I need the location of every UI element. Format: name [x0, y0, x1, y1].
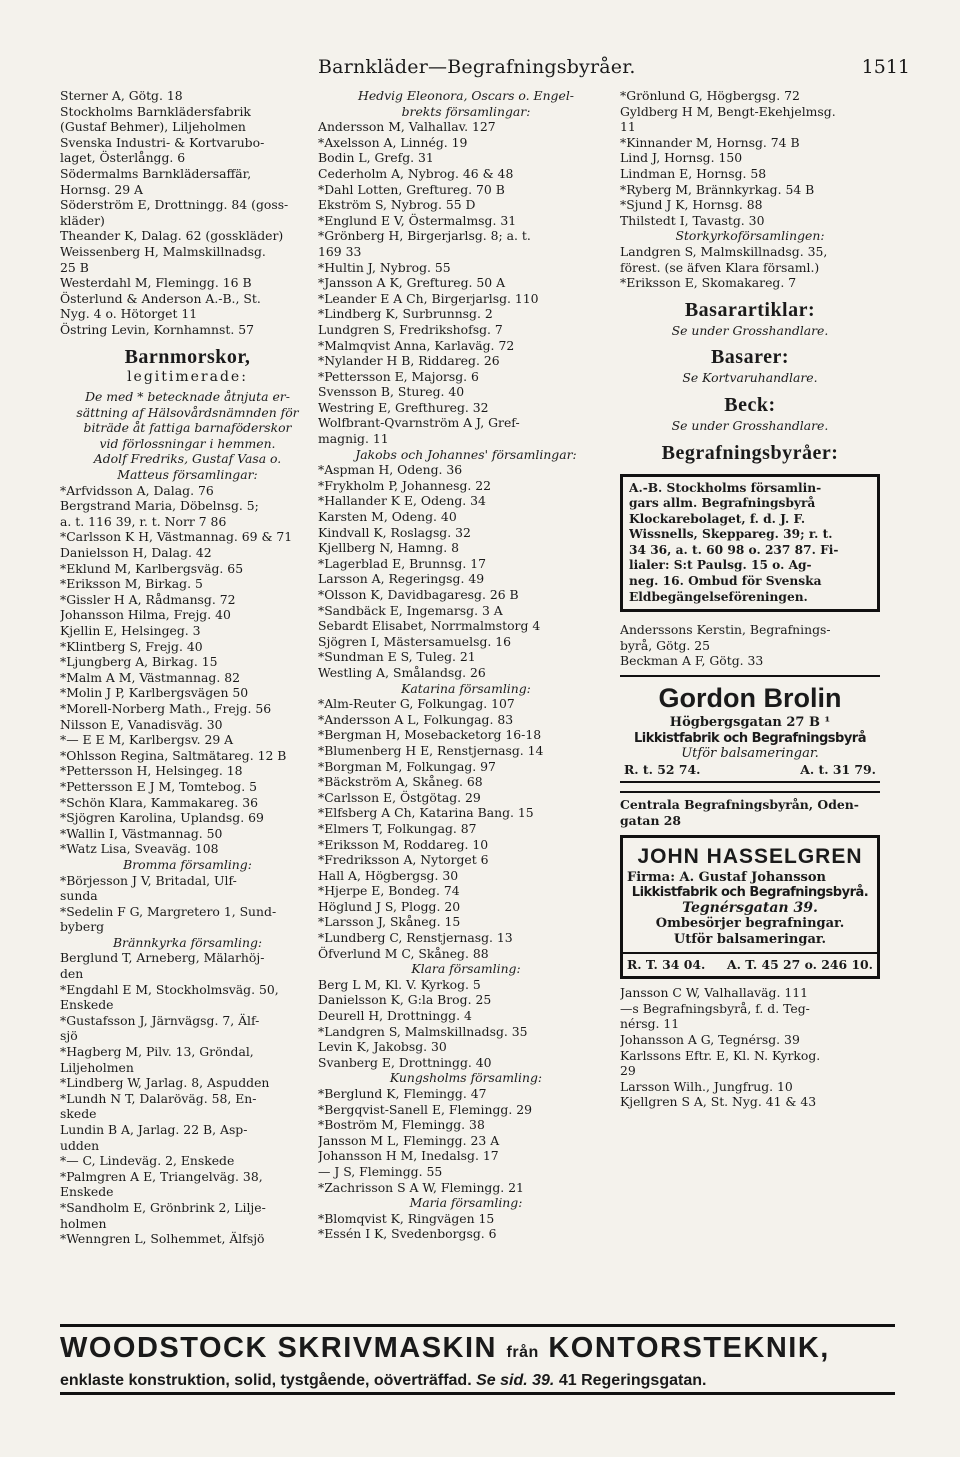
list-item: Kjellberg N, Hamng. 8 — [318, 540, 459, 556]
list-item: *Eklund M, Karlbergsväg. 65 — [60, 560, 244, 576]
list-item: Westring E, Grefthureg. 32 — [318, 399, 489, 415]
list-item: Sebardt Elisabet, Norrmalmstorg 4 — [318, 618, 541, 634]
ad-reference: Se sid. 39. — [476, 1372, 555, 1389]
list-item: Wissnells, Skeppareg. 39; r. t. — [629, 527, 833, 542]
list-item: *Landgren S, Malmskillnadsg. 35 — [318, 1023, 528, 1039]
list-item: *Elmers T, Folkungag. 87 — [318, 820, 477, 836]
list-item: *Lundh N T, Dalaröväg. 58, En- — [60, 1090, 257, 1106]
list-item: lialer: S:t Paulsg. 15 o. Ag- — [629, 558, 812, 573]
column-3 — [620, 88, 880, 1110]
list-item: *Aspman H, Odeng. 36 — [318, 462, 463, 478]
ad-fran: från — [506, 1344, 539, 1361]
list-item: byberg — [60, 919, 105, 935]
list-item: Hornsg. 29 A — [60, 181, 143, 197]
ad-firma: Firma: A. Gustaf Johansson — [627, 869, 826, 885]
list-item: Sterner A, Götg. 18 — [60, 88, 183, 103]
list-item: Sjögren I, Mästersamuelsg. 16 — [318, 633, 512, 649]
see-reference: Se under Grosshandlare. — [671, 322, 829, 338]
list-item: *Elfsberg A Ch, Katarina Bang. 15 — [318, 805, 534, 821]
list-barnklader — [60, 88, 315, 338]
list-item: *Bäckström A, Skåneg. 68 — [318, 774, 483, 790]
list-item: holmen — [60, 1215, 107, 1231]
list-item: *Grönlund G, Högbergsg. 72 — [620, 88, 800, 103]
list-item: Stockholms Barnklädersfabrik — [60, 103, 251, 119]
section-subheading: legitimerade: — [127, 368, 248, 385]
list-midwives-10 — [620, 88, 880, 228]
list-item: Klockarebolaget, f. d. J. F. — [629, 511, 806, 526]
list-item: *Schön Klara, Kammakareg. 36 — [60, 794, 259, 810]
parish-heading: Brännkyrka församling: — [112, 934, 263, 950]
list-item: *Lagerblad E, Brunnsg. 17 — [318, 555, 486, 571]
list-item: *Wallin I, Västmannag. 50 — [60, 825, 223, 841]
list-item: *Borgman M, Folkungag. 97 — [318, 758, 496, 774]
list-item: *Sedelin F G, Margretero 1, Sund- — [60, 903, 277, 919]
list-item: *Watz Lisa, Sveaväg. 108 — [60, 841, 219, 857]
list-item: *Lindberg W, Jarlag. 8, Aspudden — [60, 1075, 270, 1091]
list-item: Enskede — [60, 1184, 114, 1200]
list-item: *Boström M, Flemingg. 38 — [318, 1117, 485, 1133]
list-item: sunda — [60, 888, 98, 904]
list-item: Österlund & Anderson A.-B., St. — [60, 290, 261, 306]
list-item: *Carlsson K H, Västmannag. 69 & 71 — [60, 529, 293, 545]
list-funeral-1 — [620, 622, 880, 669]
list-item: *Blumenberg H E, Renstjernasg. 14 — [318, 742, 544, 758]
list-item: *Frykholm P, Johannesg. 22 — [318, 477, 492, 493]
list-item: *Zachrisson S A W, Flemingg. 21 — [318, 1179, 524, 1195]
list-item: Kjellin E, Helsingeg. 3 — [60, 623, 201, 638]
list-item: nérsg. 11 — [620, 1016, 680, 1032]
list-item: Berglund T, Arneberg, Mälarhöj- — [60, 950, 265, 966]
column-2 — [318, 88, 614, 1242]
list-item: *Kinnander M, Hornsg. 74 B — [620, 134, 800, 150]
parish-heading: Storkyrkoförsamlingen: — [675, 228, 825, 244]
list-item: *Lundberg C, Renstjernasg. 13 — [318, 930, 513, 946]
list-item: Lundin B A, Jarlag. 22 B, Asp- — [60, 1122, 248, 1137]
list-item: *Malm A M, Västmannag. 82 — [60, 669, 240, 685]
list-item: Weissenberg H, Malmskillnadsg. — [60, 243, 266, 259]
list-item: Lundgren S, Fredrikshofsg. 7 — [318, 321, 503, 337]
list-item: Svenska Industri- & Kortvarubo- — [60, 134, 265, 150]
list-item: biträde åt fattiga barnaföderskor — [83, 420, 292, 436]
ad-woodstock — [60, 1331, 895, 1370]
list-midwives-7 — [318, 977, 614, 1071]
parish-heading: Maria församling: — [409, 1195, 523, 1211]
list-item: Berg L M, Kl. V. Kyrkog. 5 — [318, 976, 481, 992]
list-item: byrå, Götg. 25 — [620, 637, 711, 653]
list-item: *Carlsson E, Östgötag. 29 — [318, 789, 481, 805]
list-item: *— C, Lindeväg. 2, Enskede — [60, 1153, 235, 1169]
list-item: Svensson B, Stureg. 40 — [318, 384, 465, 400]
list-item: *Dahl Lotten, Greftureg. 70 B — [318, 181, 505, 197]
page-title: Barnkläder—Begrafningsbyråer. — [318, 56, 636, 78]
list-item: Södermalms Barnklädersaffär, — [60, 165, 252, 181]
list-item: *Pettersson H, Helsingeg. 18 — [60, 763, 243, 779]
ad-address: Tegnérsgatan 39. — [682, 899, 818, 916]
list-item: den — [60, 966, 84, 982]
list-item: Centrala Begrafningsbyrån, Oden- — [620, 797, 859, 813]
ad-woodstock-tagline — [60, 1370, 895, 1395]
list-item: *Hagberg M, Pilv. 13, Gröndal, — [60, 1044, 254, 1060]
list-item: *Arfvidsson A, Dalag. 76 — [60, 482, 214, 498]
list-item: *Alm-Reuter G, Folkungag. 107 — [318, 696, 515, 712]
list-item: *Klintberg S, Frejg. 40 — [60, 638, 203, 654]
list-item: Ekström S, Nybrog. 55 D — [318, 197, 476, 213]
list-item: (Gustaf Behmer), Liljeholmen — [60, 119, 246, 135]
phone-at: A. t. 31 79. — [800, 761, 876, 777]
list-item: *Sjögren Karolina, Uplandsg. 69 — [60, 810, 264, 826]
list-item: *Sundman E S, Tuleg. 21 — [318, 649, 476, 665]
list-item: Anderssons Kerstin, Begrafnings- — [620, 622, 831, 638]
list-item: Beckman A F, Götg. 33 — [620, 653, 764, 669]
ad-centrala — [620, 791, 880, 828]
list-item: 29 — [620, 1063, 636, 1079]
see-reference: Se Kortvaruhandlare. — [682, 370, 818, 386]
list-item: Larsson Wilh., Jungfrug. 10 — [620, 1078, 793, 1094]
list-item: *Sjund J K, Hornsg. 88 — [620, 197, 763, 213]
list-item: *Gissler H A, Rådmansg. 72 — [60, 591, 236, 607]
list-item: *Bergqvist-Sanell E, Flemingg. 29 — [318, 1101, 532, 1117]
list-item: Gyldberg H M, Bengt-Ekehjelmsg. — [620, 103, 836, 119]
list-item: De med * betecknade åtnjuta er- — [85, 389, 290, 405]
list-midwives-9 — [318, 1211, 614, 1242]
list-item: *Larsson J, Skåneg. 15 — [318, 914, 461, 930]
parish-heading: Klara församling: — [411, 961, 521, 977]
section-heading-barnmorskor: Barnmorskor, — [124, 345, 251, 368]
list-item: *Palmgren A E, Triangelväg. 38, — [60, 1168, 263, 1184]
list-item: Kindvall K, Roslagsg. 32 — [318, 524, 471, 540]
list-item: Danielsson H, Dalag. 42 — [60, 545, 212, 561]
list-item: Karsten M, Odeng. 40 — [318, 509, 457, 525]
list-item: Svanberg E, Drottningg. 40 — [318, 1054, 492, 1070]
list-item: *Leander E A Ch, Birgerjarlsg. 110 — [318, 290, 539, 306]
phone-rt: R. t. 52 74. — [624, 761, 701, 777]
list-item: Westling A, Smålandsg. 26 — [318, 664, 486, 680]
list-item: 11 — [620, 119, 636, 135]
parish-heading — [318, 88, 614, 119]
list-item: *— E E M, Karlbergsv. 29 A — [60, 732, 234, 748]
list-item: Jansson M L, Flemingg. 23 A — [318, 1132, 500, 1148]
list-item: *Ryberg M, Brännkyrkag. 54 B — [620, 181, 815, 197]
list-funeral-2 — [620, 985, 880, 1110]
list-item: A.-B. Stockholms församlin- — [629, 480, 822, 495]
list-item: 169 33 — [318, 243, 362, 259]
list-item: *Blomqvist K, Ringvägen 15 — [318, 1210, 495, 1226]
list-item: Jansson C W, Valhallaväg. 111 — [620, 985, 808, 1001]
list-item: *Ohlsson Regina, Saltmätareg. 12 B — [60, 747, 287, 763]
list-item: Matteus församlingar: — [117, 467, 258, 483]
list-midwives-2 — [60, 873, 315, 935]
parish-heading: Bromma församling: — [123, 856, 252, 872]
list-item: Johansson Hilma, Frejg. 40 — [60, 607, 231, 623]
list-item: Höglund J S, Plogg. 20 — [318, 898, 461, 914]
list-item: Andersson M, Valhallav. 127 — [318, 119, 496, 135]
list-item: *Nylander H B, Riddareg. 26 — [318, 353, 500, 369]
list-item: *Sandbäck E, Ingemarsg. 3 A — [318, 602, 503, 618]
list-item: brekts församlingar: — [401, 103, 531, 119]
ad-name: Gordon Brolin — [658, 683, 842, 714]
section-heading-begrafningsbyraer: Begrafningsbyråer: — [661, 441, 839, 464]
list-item: Öfverlund M C, Skåneg. 88 — [318, 945, 489, 961]
list-item: Nilsson E, Vanadisväg. 30 — [60, 716, 223, 732]
list-item: Theander K, Dalag. 62 (gosskläder) — [60, 228, 284, 244]
section-heading-basarer: Basarer: — [710, 346, 790, 369]
list-item: sättning af Hälsovårdsnämnden för — [76, 404, 299, 420]
list-item: *Molin J P, Karlbergsvägen 50 — [60, 685, 249, 701]
list-item: förest. (se äfven Klara församl.) — [620, 259, 820, 275]
list-item: Wolfbrant-Qvarnström A J, Gref- — [318, 415, 520, 431]
list-item: *Gustafsson J, Järnvägsg. 7, Älf- — [60, 1012, 260, 1028]
list-item: Cederholm A, Nybrog. 46 & 48 — [318, 165, 514, 181]
list-item: Bergstrand Maria, Döbelnsg. 5; — [60, 498, 259, 514]
list-item: —s Begrafningsbyrå, f. d. Teg- — [620, 1000, 810, 1016]
list-item: *Olsson K, Davidbagaresg. 26 B — [318, 587, 519, 602]
section-heading-beck: Beck: — [724, 393, 776, 416]
parish-heading — [60, 451, 315, 482]
list-item: Söderström E, Drottningg. 84 (goss- — [60, 197, 289, 213]
list-item: *Pettersson E J M, Tomtebog. 5 — [60, 778, 257, 794]
ad-brand: WOODSTOCK SKRIVMASKIN — [60, 1332, 497, 1364]
list-item: *Essén I K, Svedenborgsg. 6 — [318, 1226, 497, 1242]
page-number: 1511 — [861, 56, 910, 78]
list-item: *Bergman H, Mosebacketorg 16-18 — [318, 727, 542, 743]
ad-phones — [620, 762, 880, 778]
list-item: vid förlossningar i hemmen. — [99, 435, 276, 451]
list-item: neg. 16. Ombud för Svenska — [629, 574, 822, 589]
note-text — [60, 389, 315, 451]
section-heading-basarartiklar: Basarartiklar: — [684, 298, 816, 321]
ad-klockarebolaget — [620, 474, 880, 613]
list-item: *Fredriksson A, Nytorget 6 — [318, 852, 489, 868]
page-header — [0, 56, 960, 80]
ad-tagline: Likkistfabrik och Begrafningsbyrå. — [631, 885, 869, 901]
see-reference: Se under Grosshandlare. — [671, 417, 829, 433]
ad-phones — [623, 952, 877, 973]
list-item: Eldbegängelseföreningen. — [629, 589, 808, 604]
list-item: *Ljungberg A, Birkag. 15 — [60, 654, 218, 670]
ad-company: KONTORSTEKNIK, — [548, 1332, 830, 1364]
list-item: gatan 28 — [620, 813, 682, 828]
list-item: *Lindberg K, Surbrunnsg. 2 — [318, 306, 493, 322]
list-item: kläder) — [60, 212, 105, 228]
list-item: Bodin L, Grefg. 31 — [318, 150, 434, 166]
list-item: *Eriksson M, Birkag. 5 — [60, 576, 203, 592]
list-item: *Sandholm E, Grönbrink 2, Lilje- — [60, 1199, 266, 1215]
list-item: Johansson H M, Inedalsg. 17 — [318, 1148, 499, 1164]
ad-address: 41 Regeringsgatan. — [558, 1372, 707, 1389]
list-item: *Grönberg H, Birgerjarlsg. 8; a. t. — [318, 228, 531, 244]
list-item: *Engdahl E M, Stockholmsväg. 50, — [60, 981, 279, 997]
list-item: 25 B — [60, 259, 89, 275]
list-item: Levin K, Jakobsg. 30 — [318, 1039, 447, 1055]
list-item: *Hjerpe E, Bondeg. 74 — [318, 883, 460, 899]
list-midwives-3 — [60, 950, 315, 1246]
ad-tagline: enklaste konstruktion, solid, tystgående, oöverträffad. — [60, 1372, 472, 1389]
list-item: *Axelsson A, Linnég. 19 — [318, 134, 468, 150]
list-item: sjö — [60, 1028, 78, 1044]
list-item: Hall A, Högbergsg. 30 — [318, 867, 459, 883]
phone-rt: R. T. 34 04. — [627, 956, 706, 972]
list-item: *Malmqvist Anna, Karlaväg. 72 — [318, 337, 515, 353]
list-item: *Pettersson E, Majorsg. 6 — [318, 368, 479, 384]
ad-tagline: Likkistfabrik och Begrafningsbyrå — [634, 730, 866, 746]
list-item: *Börjesson J V, Britadal, Ulf- — [60, 872, 237, 888]
list-item: Enskede — [60, 997, 114, 1013]
list-item: *Jansson A K, Greftureg. 50 A — [318, 275, 506, 291]
list-item: Lindman E, Hornsg. 58 — [620, 165, 767, 181]
list-item: Östring Levin, Kornhamnst. 57 — [60, 321, 254, 337]
list-item: *Eriksson E, Skomakareg. 7 — [620, 275, 797, 291]
list-item: 34 36, a. t. 60 98 o. 237 87. Fi- — [629, 542, 839, 557]
list-item: laget, Österlångg. 6 — [60, 150, 186, 166]
list-item: Westerdahl M, Flemingg. 16 B — [60, 275, 252, 291]
list-item: Thilstedt I, Tavastg. 30 — [620, 212, 765, 228]
list-item: Danielsson K, G:la Brog. 25 — [318, 992, 492, 1008]
ad-service: Utför balsameringar. — [673, 931, 827, 947]
list-item: Landgren S, Malmskillnadsg. 35, — [620, 243, 828, 259]
list-item: Larsson A, Regeringsg. 49 — [318, 571, 485, 587]
list-item: — J S, Flemingg. 55 — [318, 1163, 443, 1179]
list-midwives-8 — [318, 1086, 614, 1195]
list-item: *Hultin J, Nybrog. 55 — [318, 259, 451, 275]
phone-at: A. T. 45 27 o. 246 10. — [726, 956, 873, 972]
list-midwives-6 — [318, 696, 614, 961]
column-1 — [60, 88, 315, 1247]
list-item: Kjellgren S A, St. Nyg. 41 & 43 — [620, 1094, 817, 1110]
list-item: Nyg. 4 o. Hötorget 11 — [60, 306, 198, 322]
list-item: *Hallander K E, Odeng. 34 — [318, 493, 486, 509]
parish-heading: Jakobs och Johannes' församlingar: — [355, 446, 577, 462]
list-item: Lind J, Hornsg. 150 — [620, 150, 743, 166]
ad-john-hasselgren — [620, 835, 880, 980]
list-item: Johansson A G, Tegnérsg. 39 — [620, 1031, 800, 1047]
list-item: *Eriksson M, Roddareg. 10 — [318, 836, 489, 852]
list-item: a. t. 116 39, r. t. Norr 7 86 — [60, 513, 227, 529]
list-item: *Englund E V, Östermalmsg. 31 — [318, 212, 517, 228]
list-item: udden — [60, 1137, 100, 1153]
list-item: Hedvig Eleonora, Oscars o. Engel- — [358, 88, 574, 103]
list-midwives-4 — [318, 119, 614, 446]
bottom-advertisement — [60, 1324, 895, 1395]
list-midwives-5 — [318, 462, 614, 680]
ad-service: Utför balsameringar. — [681, 746, 819, 762]
list-midwives-1 — [60, 483, 315, 857]
list-midwives-11 — [620, 244, 880, 291]
list-item: Deurell H, Drottningg. 4 — [318, 1008, 472, 1024]
parish-heading: Katarina församling: — [401, 680, 531, 696]
ad-name: JOHN HASSELGREN — [637, 844, 863, 868]
ad-service: Ombesörjer begrafningar. — [655, 916, 845, 932]
parish-heading: Kungsholms församling: — [389, 1070, 543, 1086]
list-item: *Berglund K, Flemingg. 47 — [318, 1086, 487, 1101]
list-item: magnig. 11 — [318, 431, 389, 447]
list-item: Adolf Fredriks, Gustaf Vasa o. — [93, 451, 282, 467]
list-item: *Morell-Norberg Math., Frejg. 56 — [60, 700, 272, 716]
list-item: *Wenngren L, Solhemmet, Älfsjö — [60, 1231, 265, 1247]
list-item: *Andersson A L, Folkungag. 83 — [318, 711, 514, 727]
list-item: skede — [60, 1106, 97, 1122]
ad-address: Högbergsgatan 27 B ¹ — [669, 715, 831, 731]
list-item: Karlssons Eftr. E, Kl. N. Kyrkog. — [620, 1047, 821, 1063]
ad-gordon-brolin — [620, 675, 880, 783]
list-item: gars allm. Begrafningsbyrå — [629, 496, 816, 511]
list-item: Liljeholmen — [60, 1059, 134, 1075]
